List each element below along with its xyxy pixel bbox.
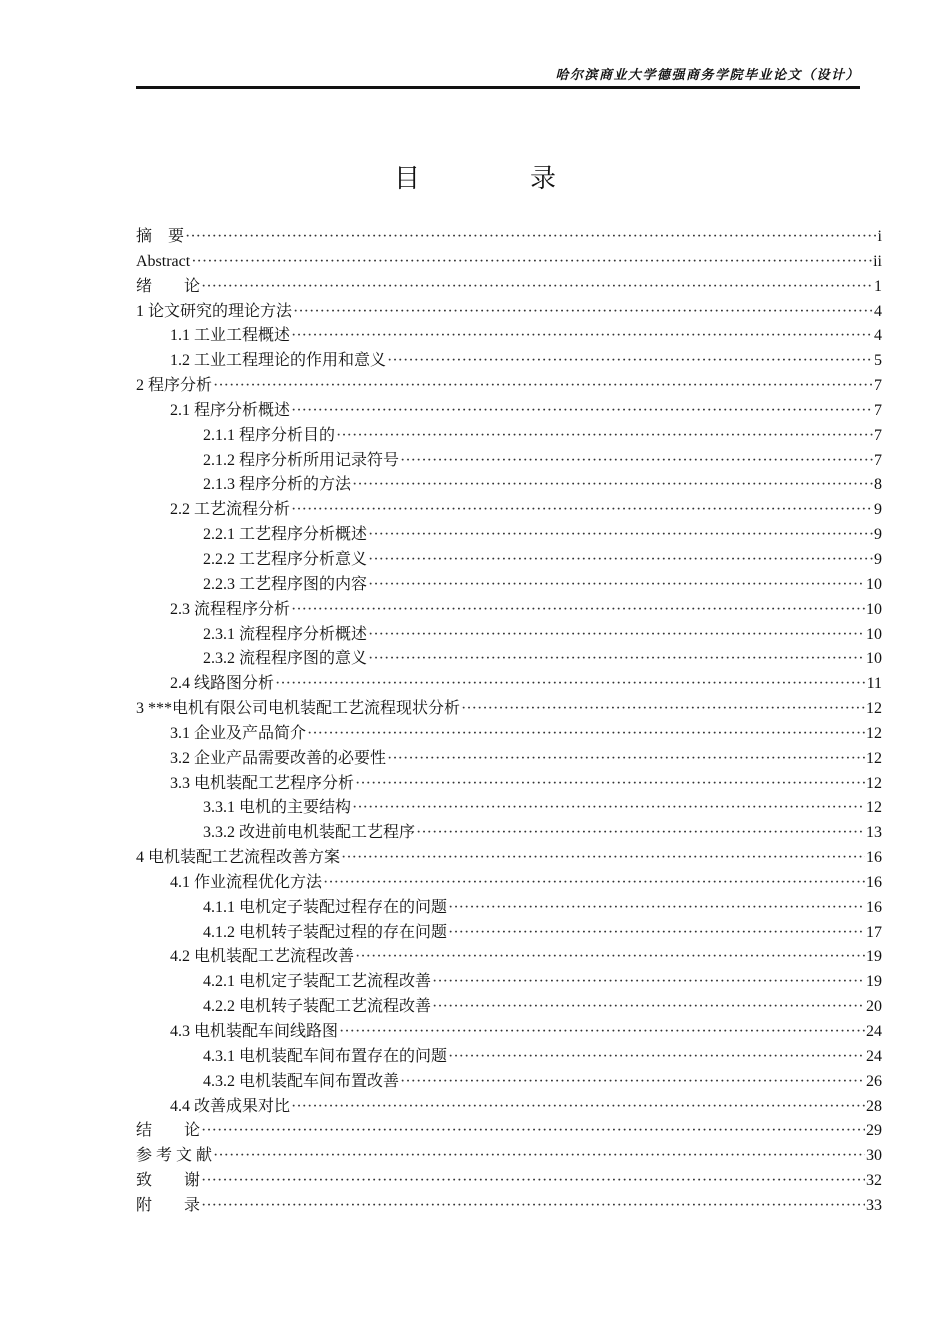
toc-entry-title: 4.3.1 电机装配车间布置存在的问题 [203, 1047, 448, 1065]
toc-dot-leader [185, 225, 877, 250]
toc-dot-leader [432, 970, 865, 995]
toc-entry-page-number: 9 [874, 550, 882, 568]
toc-entry-page-number: 13 [866, 824, 882, 842]
toc-dot-leader [368, 623, 865, 648]
toc-dot-leader [201, 1119, 865, 1144]
toc-entry-page-number: i [877, 228, 882, 245]
toc-dot-leader [352, 796, 865, 821]
toc-entry-title: 致 谢 [136, 1172, 201, 1190]
toc-entry-title: 1 论文研究的理论方法 [136, 302, 293, 320]
toc-entry-title: 2.1.3 程序分析的方法 [203, 476, 352, 494]
toc-entry-title: 结 论 [136, 1122, 201, 1140]
toc-dot-leader [448, 921, 865, 946]
toc-entry-page-number: 7 [874, 401, 882, 419]
toc-dot-leader [191, 250, 872, 275]
toc-entry-page-number: 9 [874, 501, 882, 519]
toc-entry-title: 2.3.2 流程程序图的意义 [203, 650, 368, 668]
toc-dot-leader [201, 275, 873, 300]
toc-dot-leader [201, 1169, 865, 1194]
toc-entry-page-number: 26 [866, 1072, 882, 1090]
toc-dot-leader [432, 995, 865, 1020]
toc-entry[interactable] [136, 871, 882, 896]
toc-entry-title: 4.1.2 电机转子装配过程的存在问题 [203, 923, 448, 941]
toc-dot-leader [213, 374, 873, 399]
toc-dot-leader [368, 548, 873, 573]
toc-entry-page-number: 12 [866, 749, 882, 767]
toc-dot-leader [341, 846, 865, 871]
toc-entry-page-number: 16 [866, 873, 882, 891]
toc-entry[interactable] [136, 1045, 882, 1070]
toc-entry-title: 2 程序分析 [136, 377, 213, 395]
toc-entry-title: 2.1 程序分析概述 [170, 401, 291, 419]
toc-entry-page-number: 9 [874, 526, 882, 544]
toc-entry[interactable] [136, 399, 882, 424]
toc-entry[interactable] [136, 275, 882, 300]
toc-entry[interactable] [136, 498, 882, 523]
header-divider [136, 86, 860, 89]
toc-entry[interactable] [136, 473, 882, 498]
toc-dot-leader [339, 1020, 865, 1045]
toc-entry-page-number: 4 [874, 327, 882, 345]
toc-entry-title: 4.2.2 电机转子装配工艺流程改善 [203, 998, 432, 1016]
toc-dot-leader [291, 399, 873, 424]
toc-entry[interactable] [136, 995, 882, 1020]
toc-entry[interactable] [136, 598, 882, 623]
toc-entry-page-number: 10 [866, 650, 882, 668]
toc-dot-leader [213, 1144, 865, 1169]
toc-entry-page-number: 17 [866, 923, 882, 941]
toc-entry-page-number: 10 [866, 575, 882, 593]
toc-entry[interactable] [136, 424, 882, 449]
toc-entry-page-number: 29 [866, 1122, 882, 1140]
toc-dot-leader [291, 324, 873, 349]
toc-dot-leader [461, 697, 865, 722]
toc-entry-page-number: 7 [874, 426, 882, 444]
toc-entry-title: 2.1.2 程序分析所用记录符号 [203, 451, 400, 469]
toc-entry-title: 摘 要 [136, 228, 185, 245]
toc-dot-leader [291, 498, 873, 523]
toc-entry-title: 4.1 作业流程优化方法 [170, 873, 323, 891]
toc-dot-leader [368, 647, 865, 672]
toc-entry[interactable] [136, 747, 882, 772]
toc-entry[interactable] [136, 225, 882, 250]
toc-entry-page-number: 19 [866, 948, 882, 966]
toc-dot-leader [323, 871, 865, 896]
toc-dot-leader [201, 1194, 865, 1219]
toc-entry-page-number: 20 [866, 998, 882, 1016]
toc-dot-leader [291, 598, 865, 623]
toc-entry-title: 2.4 线路图分析 [170, 675, 275, 693]
toc-entry-page-number: 12 [866, 774, 882, 792]
toc-entry[interactable] [136, 523, 882, 548]
toc-entry[interactable] [136, 772, 882, 797]
toc-entry-page-number: 4 [874, 302, 882, 320]
toc-entry-title: 4.4 改善成果对比 [170, 1097, 291, 1115]
toc-dot-leader [368, 573, 865, 598]
toc-entry[interactable] [136, 846, 882, 871]
toc-entry-title: 4.2.1 电机定子装配工艺流程改善 [203, 973, 432, 991]
toc-dot-leader [291, 1095, 865, 1120]
toc-entry-page-number: 28 [866, 1097, 882, 1115]
toc-entry-page-number: 11 [866, 675, 882, 693]
toc-entry[interactable] [136, 821, 882, 846]
toc-entry[interactable] [136, 1119, 882, 1144]
toc-entry-title: 4.2 电机装配工艺流程改善 [170, 948, 355, 966]
toc-entry-title: 绪 论 [136, 277, 201, 295]
toc-entry[interactable] [136, 796, 882, 821]
toc-entry-title: 3.3.2 改进前电机装配工艺程序 [203, 824, 416, 842]
toc-entry-page-number: 24 [866, 1023, 882, 1040]
toc-entry-page-number: 24 [866, 1047, 882, 1065]
toc-entry-page-number: 12 [866, 700, 882, 718]
toc-entry-title: 4.3 电机装配车间线路图 [170, 1023, 339, 1040]
toc-entry-title: 4 电机装配工艺流程改善方案 [136, 849, 341, 867]
toc-entry[interactable] [136, 896, 882, 921]
toc-entry-page-number: 7 [874, 377, 882, 395]
toc-entry-title: 2.3.1 流程程序分析概述 [203, 625, 368, 643]
toc-entry-page-number: 12 [866, 799, 882, 817]
toc-entry[interactable] [136, 1194, 882, 1219]
toc-dot-leader [448, 896, 865, 921]
toc-entry-page-number: 30 [866, 1147, 882, 1165]
toc-entry-title: 参 考 文 献 [136, 1147, 213, 1165]
toc-entry[interactable] [136, 324, 882, 349]
toc-entry[interactable] [136, 374, 882, 399]
page-title: 目 录 [393, 164, 598, 193]
toc-entry[interactable] [136, 647, 882, 672]
toc-entry-title: 2.2.2 工艺程序分析意义 [203, 550, 368, 568]
running-header: 哈尔滨商业大学德强商务学院毕业论文（设计） [555, 67, 860, 82]
toc-entry-page-number: 12 [866, 724, 882, 742]
toc-dot-leader [368, 523, 873, 548]
toc-entry-page-number: 10 [866, 600, 882, 618]
toc-dot-leader [352, 473, 873, 498]
toc-entry-title: 1.2 工业工程理论的作用和意义 [170, 352, 387, 370]
toc-entry-title: 2.1.1 程序分析目的 [203, 426, 336, 444]
toc-entry-title: 2.2 工艺流程分析 [170, 501, 291, 519]
toc-entry-title: 3 ***电机有限公司电机装配工艺流程现状分析 [136, 700, 461, 718]
toc-entry-page-number: 5 [874, 352, 882, 370]
toc-entry[interactable] [136, 722, 882, 747]
toc-entry[interactable] [136, 300, 882, 325]
toc-entry-page-number: 16 [866, 898, 882, 916]
toc-dot-leader [448, 1045, 865, 1070]
toc-entry-page-number: ii [873, 252, 882, 270]
toc-entry-title: 附 录 [136, 1196, 201, 1214]
toc-entry-title: 2.2.3 工艺程序图的内容 [203, 575, 368, 593]
toc-entry[interactable] [136, 697, 882, 722]
toc-entry-title: 3.3 电机装配工艺程序分析 [170, 774, 355, 792]
toc-entry[interactable] [136, 1144, 882, 1169]
toc-entry-title: 3.3.1 电机的主要结构 [203, 799, 352, 817]
toc-entry[interactable] [136, 1095, 882, 1120]
toc-entry[interactable] [136, 349, 882, 374]
toc-entry-title: 4.3.2 电机装配车间布置改善 [203, 1072, 400, 1090]
toc-entry-page-number: 32 [866, 1172, 882, 1190]
toc-entry-title: Abstract [136, 252, 191, 270]
toc-entry-page-number: 16 [866, 849, 882, 867]
toc-dot-leader [293, 300, 873, 325]
toc-entry[interactable] [136, 945, 882, 970]
toc-entry-page-number: 33 [866, 1196, 882, 1214]
toc-dot-leader [275, 672, 866, 697]
toc-entry-title: 3.2 企业产品需要改善的必要性 [170, 749, 387, 767]
toc-dot-leader [416, 821, 865, 846]
toc-entry-page-number: 7 [874, 451, 882, 469]
toc-entry-title: 2.3 流程程序分析 [170, 600, 291, 618]
toc-entry[interactable] [136, 672, 882, 697]
toc-entry-title: 1.1 工业工程概述 [170, 327, 291, 345]
toc-dot-leader [387, 349, 873, 374]
toc-entry[interactable] [136, 1169, 882, 1194]
toc-entry-page-number: 8 [874, 476, 882, 494]
toc-dot-leader [387, 747, 865, 772]
toc-dot-leader [336, 424, 873, 449]
toc-entry[interactable] [136, 921, 882, 946]
toc-dot-leader [400, 449, 873, 474]
toc-entry[interactable] [136, 1020, 882, 1045]
toc-entry-page-number: 19 [866, 973, 882, 991]
toc-entry[interactable] [136, 573, 882, 598]
toc-dot-leader [307, 722, 865, 747]
toc-entry[interactable] [136, 250, 882, 275]
toc-dot-leader [355, 772, 865, 797]
toc-entry[interactable] [136, 623, 882, 648]
toc-entry-page-number: 10 [866, 625, 882, 643]
toc-entry[interactable] [136, 1070, 882, 1095]
toc-entry-title: 3.1 企业及产品简介 [170, 724, 307, 742]
toc-entry-page-number: 1 [874, 277, 882, 295]
toc-entry[interactable] [136, 548, 882, 573]
toc-entry-title: 2.2.1 工艺程序分析概述 [203, 526, 368, 544]
toc-dot-leader [355, 945, 865, 970]
toc-entry-title: 4.1.1 电机定子装配过程存在的问题 [203, 898, 448, 916]
toc-entry[interactable] [136, 449, 882, 474]
table-of-contents [136, 225, 882, 1219]
toc-entry[interactable] [136, 970, 882, 995]
toc-dot-leader [400, 1070, 865, 1095]
